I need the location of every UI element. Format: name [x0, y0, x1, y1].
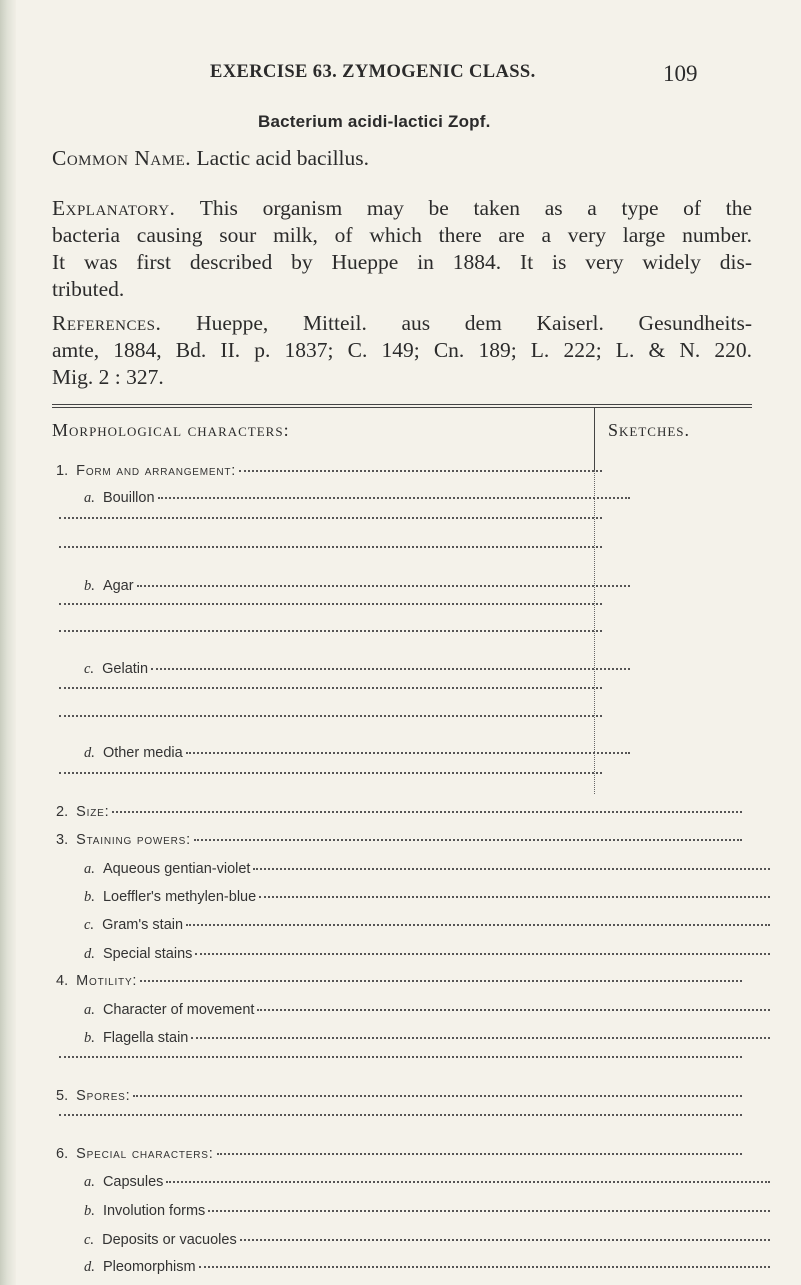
item-number: 6. — [56, 1146, 69, 1162]
form-row-label — [84, 861, 250, 878]
explanatory-line-4: tributed. — [52, 277, 125, 301]
form-row — [46, 661, 630, 683]
form-row-label — [84, 578, 134, 595]
item-text: Flagella stain — [102, 1030, 189, 1046]
form-row — [46, 1259, 770, 1281]
item-letter: b. — [84, 1203, 95, 1219]
item-letter: a. — [84, 1002, 95, 1018]
dotted-leader — [59, 630, 602, 632]
dotted-leader — [59, 1056, 742, 1058]
form-row — [46, 1146, 742, 1168]
item-letter: b. — [84, 1030, 95, 1046]
dotted-leader — [217, 1153, 742, 1155]
references-line-2: amte, 1884, Bd. II. p. 1837; C. 149; Cn. 189; L. 222; L. & N. 220. — [52, 338, 752, 362]
form-row — [46, 861, 770, 883]
item-text: Special characters: — [76, 1146, 214, 1162]
references-line-1: Hueppe, Mitteil. aus dem Kaiserl. Gesundheits- — [196, 311, 753, 335]
morphological-characters-header: Morphological characters: — [52, 420, 290, 440]
form-row — [46, 1002, 770, 1024]
form-row — [46, 490, 630, 512]
item-text: Gram's stain — [102, 917, 184, 933]
dotted-leader — [240, 1239, 770, 1241]
form-row-label — [56, 973, 137, 989]
item-number: 4. — [56, 973, 69, 989]
form-row — [46, 775, 602, 797]
form-row-label — [84, 1174, 163, 1191]
sketches-header: Sketches. — [608, 420, 691, 440]
species-title: Bacterium acidi-lactici Zopf. — [258, 112, 491, 131]
dotted-leader — [137, 585, 630, 587]
dotted-leader — [59, 546, 602, 548]
dotted-leader — [239, 470, 602, 472]
dotted-leader — [112, 811, 742, 813]
dotted-leader — [186, 924, 770, 926]
item-letter: b. — [84, 889, 95, 905]
item-text: Involution forms — [102, 1203, 206, 1219]
form-row — [46, 463, 602, 485]
item-text: Deposits or vacuoles — [102, 1232, 237, 1248]
form-row-label — [56, 832, 191, 848]
form-row — [46, 917, 770, 939]
form-row-label — [84, 1259, 196, 1276]
dotted-leader — [186, 752, 630, 754]
item-letter: a. — [84, 490, 95, 506]
explanatory-line-1: This organism may be taken as a type of the — [199, 196, 752, 220]
dotted-leader — [59, 517, 602, 519]
form-row — [46, 973, 742, 995]
item-text: Special stains — [102, 946, 193, 962]
item-text: Bouillon — [102, 490, 155, 506]
form-row — [46, 578, 630, 600]
item-letter: a. — [84, 861, 95, 877]
form-row-label — [84, 1203, 205, 1220]
form-row-label — [56, 1146, 214, 1162]
item-letter: c. — [84, 917, 95, 933]
form-row-label — [56, 1088, 130, 1104]
dotted-leader — [195, 953, 770, 955]
explanatory-paragraph — [52, 195, 752, 303]
form-row — [46, 1059, 742, 1081]
form-row — [46, 520, 602, 542]
form-row-label — [84, 490, 155, 507]
form-row — [46, 718, 602, 740]
form-row — [46, 1232, 770, 1254]
item-text: Size: — [76, 804, 110, 820]
form-row-label — [84, 745, 183, 762]
dotted-leader — [199, 1266, 770, 1268]
item-letter: d. — [84, 1259, 95, 1275]
dotted-leader — [158, 497, 630, 499]
item-text: Gelatin — [102, 661, 149, 677]
dotted-leader — [194, 839, 742, 841]
item-number: 2. — [56, 804, 69, 820]
item-text: Capsules — [102, 1174, 164, 1190]
form-row — [46, 889, 770, 911]
item-number: 5. — [56, 1088, 69, 1104]
dotted-leader — [166, 1181, 770, 1183]
form-row — [46, 606, 602, 628]
item-text: Form and arrangement: — [76, 463, 237, 479]
item-letter: b. — [84, 578, 95, 594]
form-row — [46, 1088, 742, 1110]
form-row-label — [56, 804, 109, 820]
item-text: Pleomorphism — [102, 1259, 196, 1275]
item-text: Agar — [102, 578, 134, 594]
form-row-label — [84, 1002, 254, 1019]
form-row — [46, 549, 602, 571]
common-name-text: Lactic acid bacillus. — [196, 146, 370, 170]
item-text: Spores: — [76, 1088, 131, 1104]
item-number: 1. — [56, 463, 69, 479]
page-number: 109 — [663, 61, 698, 86]
references-label: References. — [52, 311, 162, 335]
item-text: Staining powers: — [76, 832, 191, 848]
form-row — [46, 633, 602, 655]
item-number: 3. — [56, 832, 69, 848]
dotted-leader — [140, 980, 742, 982]
item-text: Loeffler's methylen-blue — [102, 889, 257, 905]
dotted-leader — [133, 1095, 742, 1097]
form-row — [46, 1203, 770, 1225]
dotted-leader — [59, 1114, 742, 1116]
item-letter: c. — [84, 661, 95, 677]
dotted-leader — [59, 687, 602, 689]
item-text: Motility: — [76, 973, 138, 989]
dotted-leader — [208, 1210, 770, 1212]
item-letter: a. — [84, 1174, 95, 1190]
dotted-leader — [59, 715, 602, 717]
explanatory-line-3: It was first described by Hueppe in 1884. It is very widely dis- — [52, 250, 752, 274]
dotted-leader — [259, 896, 770, 898]
form-row-label — [56, 463, 236, 479]
form-row-label — [84, 917, 183, 934]
dotted-leader — [257, 1009, 770, 1011]
form-row — [46, 745, 630, 767]
item-text: Character of movement — [102, 1002, 255, 1018]
dotted-leader — [151, 668, 630, 670]
page-edge-shadow — [0, 0, 16, 1285]
references-paragraph — [52, 310, 752, 391]
explanatory-label: Explanatory. — [52, 196, 176, 220]
table-top-rule — [52, 404, 752, 405]
common-name-paragraph — [52, 145, 752, 172]
item-text: Other media — [102, 745, 183, 761]
item-letter: d. — [84, 745, 95, 761]
form-row — [46, 804, 742, 826]
explanatory-line-2: bacteria causing sour milk, of which there are a very large number. — [52, 223, 752, 247]
dotted-leader — [253, 868, 770, 870]
running-head: EXERCISE 63. ZYMOGENIC CLASS. — [210, 62, 536, 82]
form-row — [46, 690, 602, 712]
form-row — [46, 1117, 742, 1139]
common-name-label: Common Name. — [52, 146, 192, 170]
form-row-label — [84, 1030, 188, 1047]
dotted-leader — [59, 603, 602, 605]
form-row — [46, 1174, 770, 1196]
dotted-leader — [59, 772, 602, 774]
dotted-leader — [191, 1037, 770, 1039]
form-row — [46, 1030, 770, 1052]
item-letter: c. — [84, 1232, 95, 1248]
item-letter: d. — [84, 946, 95, 962]
form-row — [46, 832, 742, 854]
item-text: Aqueous gentian-violet — [102, 861, 251, 877]
form-row — [46, 946, 770, 968]
table-top-rule-inner — [52, 407, 752, 408]
form-row-label — [84, 661, 148, 678]
form-row-label — [84, 889, 256, 906]
references-line-3: Mig. 2 : 327. — [52, 365, 164, 389]
form-row-label — [84, 946, 192, 963]
form-row-label — [84, 1232, 237, 1249]
